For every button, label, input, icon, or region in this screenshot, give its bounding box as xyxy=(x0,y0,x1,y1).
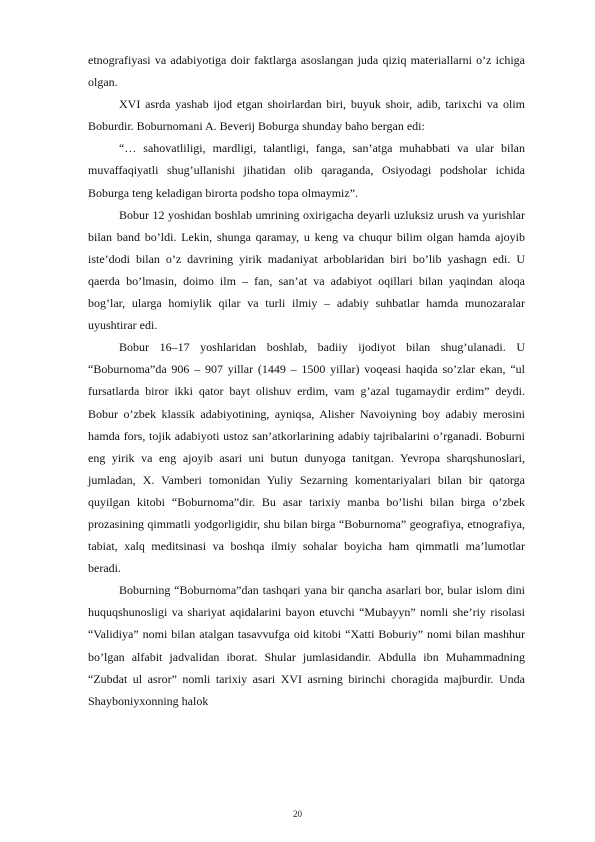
document-body xyxy=(88,49,525,712)
paragraph: Bobur 16–17 yoshlaridan boshlab, badiiy ijodiyot bilan shug’ulanadi. U “Boburnoma”da 906 – 907 yillar (1449 – 1500 yillar) voqeasi haqida so’zlar ekan, “ul fursatlarda biror ikki qator bayt olishuv erdim, vam g’azal tugamaydir erdim” deydi. Bobur o’zbek klassik adabiyotining, ayniqsa, Alisher Navoiyning boy adabiy merosini hamda fors, tojik adabiyoti ustoz san’atkorlarining adabiy tajribalarini o’rganadi. Boburni eng yirik va eng ajoyib asari uni butun dunyoga tanitgan. Yevropa sharqshunoslari, jumladan, X. Vamberi tomonidan Yuliy Sezarning komentariyalari bilan bir qatorga quyilgan kitobi “Boburnoma”dir. Bu asar tarixiy manba bo’lishi bilan birga o’zbek prozasining qimmatli yodgorligidir, shu bilan birga “Boburnoma” geografiya, etnografiya, tabiat, xalq meditsinasi va boshqa ilmiy sohalar boyicha ham qimmatli ma’lumotlar beradi. xyxy=(88,340,525,576)
paragraph: XVI asrda yashab ijod etgan shoirlardan biri, buyuk shoir, adib, tarixchi va olim Boburdir. Boburnomani A. Beverij Boburga shunday baho bergan edi: xyxy=(88,97,525,134)
paragraph: etnografiyasi va adabiyotiga doir faktlarga asoslangan juda qiziq materiallarni o’z ichiga olgan. xyxy=(88,53,525,90)
page-number: 20 xyxy=(293,809,302,819)
paragraph: Boburning “Boburnoma”dan tashqari yana bir qancha asarlari bor, bular islom dini huquqshunosligi va shariyat aqidalarini bayon etuvchi “Mubayyn” nomli she’riy risolasi “Validiya” nomi bilan atalgan tasavvufga oid kitobi “Xatti Boburiy” nomi bilan mashhur bo’lgan alfabit jadvalidan iborat. Shular jumlasidandir. Abdulla ibn Muhammadning “Zubdat ul asror” nomli tarixiy asari XVI asrning birinchi choragida majburdir. Unda Shayboniyxonning halok xyxy=(88,583,525,708)
paragraph: Bobur 12 yoshidan boshlab umrining oxirigacha deyarli uzluksiz urush va yurishlar bilan band bo’ldi. Lekin, shunga qaramay, u keng va chuqur bilim olgan hamda ajoyib iste’dodi bilan o’z davrining yirik madaniyat arboblaridan biri bo’lib yashagn edi. U qaerda bo’lmasin, doimo ilm – fan, san’at va adabiyot oqillari bilan yaqindan aloqa bog’lar, ularga homiylik qilar va turli ilmiy – adabiy suhbatlar hamda munozaralar uyushtirar edi. xyxy=(88,207,525,333)
paragraph: “… sahovatliligi, mardligi, talantligi, fanga, san’atga muhabbati va ular bilan muvaffaqiyatli shug’ullanishi jihatidan olib qaraganda, Osiyodagi podsholar ichida Boburga teng keladigan birorta podsho topa olmaymiz”. xyxy=(88,141,525,200)
